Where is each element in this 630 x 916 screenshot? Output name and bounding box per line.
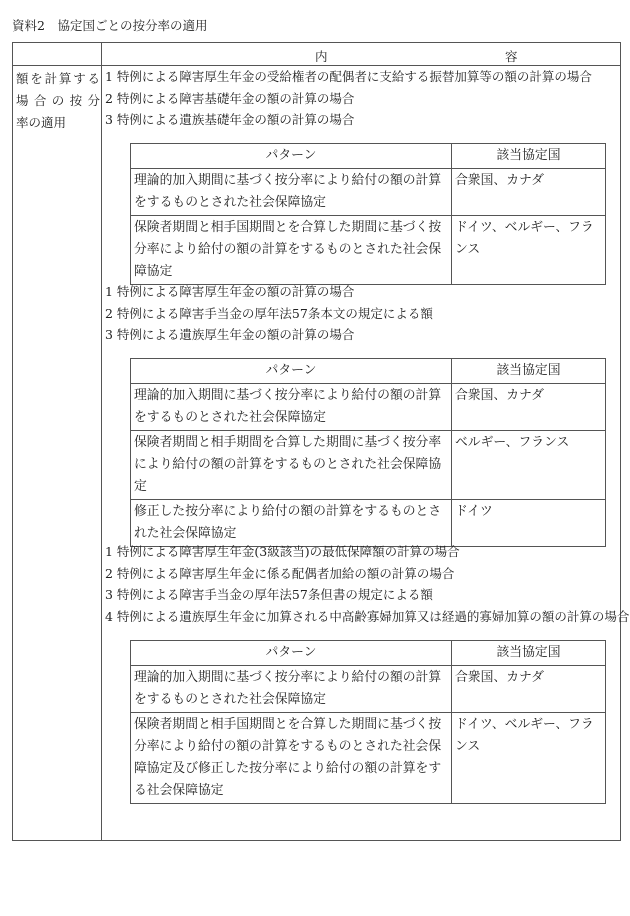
list-item: 1 特例による障害厚生年金(3級該当)の最低保障額の計算の場合: [105, 544, 460, 559]
countries-cell: 合衆国、カナダ: [452, 666, 606, 713]
countries-cell: 合衆国、カナダ: [452, 384, 606, 431]
section-1-list: [105, 66, 592, 131]
pattern-cell: 理論的加入期間に基づく按分率により給付の額の計算をするものとされた社会保障協定: [131, 169, 452, 216]
countries-cell: ドイツ、ベルギー、フランス: [452, 713, 606, 804]
header-pattern: パターン: [131, 359, 452, 384]
table-header-row: [13, 43, 620, 66]
pattern-cell: 修正した按分率により給付の額の計算をするものとされた社会保障協定: [131, 500, 452, 547]
header-countries: 該当協定国: [452, 641, 606, 666]
section-2-list: [105, 281, 433, 346]
table-row: [131, 216, 606, 285]
countries-cell: 合衆国、カナダ: [452, 169, 606, 216]
row-label-line: 場合の按分: [16, 93, 100, 108]
section-1-pattern-table: [130, 143, 606, 285]
table-row: [131, 169, 606, 216]
countries-cell: ベルギー、フランス: [452, 431, 606, 500]
list-item: 2 特例による障害厚生年金に係る配偶者加給の額の計算の場合: [105, 565, 455, 581]
header-countries: 該当協定国: [452, 359, 606, 384]
table-row: [131, 666, 606, 713]
list-item: 2 特例による障害基礎年金の額の計算の場合: [105, 90, 355, 106]
countries-cell: ドイツ、ベルギー、フランス: [452, 216, 606, 285]
table-row: [131, 713, 606, 804]
section-3-pattern-table: [130, 640, 606, 804]
list-item: 1 特例による障害厚生年金の額の計算の場合: [105, 284, 355, 299]
header-content-b: 容: [505, 49, 518, 64]
header-content-a: 内: [315, 49, 328, 64]
pattern-cell: 保険者期間と相手国期間とを合算した期間に基づく按分率により給付の額の計算をするものとされた社会保障協定及び修正した按分率により給付の額の計算をする社会保障協定: [131, 713, 452, 804]
list-item: 1 特例による障害厚生年金の受給権者の配偶者に支給する振替加算等の額の計算の場合: [105, 69, 592, 84]
row-label-line: 率の適用: [16, 115, 67, 130]
pattern-cell: 保険者期間と相手国期間とを合算した期間に基づく按分率により給付の額の計算をするものとされた社会保障協定: [131, 216, 452, 285]
row-label-line: 額を計算する: [16, 71, 100, 86]
document-title: 資料2 協定国ごとの按分率の適用: [12, 18, 208, 33]
column-divider: [101, 43, 102, 840]
list-item: 3 特例による障害手当金の厚年法57条但書の規定による額: [105, 587, 433, 602]
countries-cell: ドイツ: [452, 500, 606, 547]
table-row: [131, 500, 606, 547]
row-label: [16, 68, 100, 134]
allocation-table: [12, 42, 630, 841]
header-pattern: パターン: [131, 144, 452, 169]
header-countries: 該当協定国: [452, 144, 606, 169]
section-3-list: [105, 541, 629, 627]
list-item: 2 特例による障害手当金の厚年法57条本文の規定による額: [105, 305, 433, 321]
pattern-cell: 理論的加入期間に基づく按分率により給付の額の計算をするものとされた社会保障協定: [131, 666, 452, 713]
pattern-cell: 保険者期間と相手期間を合算した期間に基づく按分率により給付の額の計算をするものとされた社会保障協定: [131, 431, 452, 500]
header-pattern: パターン: [131, 641, 452, 666]
pattern-cell: 理論的加入期間に基づく按分率により給付の額の計算をするものとされた社会保障協定: [131, 384, 452, 431]
section-2-pattern-table: [130, 358, 606, 547]
table-row: [131, 431, 606, 500]
list-item: 4 特例による遺族厚生年金に加算される中高齢寡婦加算又は経過的寡婦加算の額の計算の場合: [105, 608, 630, 624]
list-item: 3 特例による遺族厚生年金の額の計算の場合: [105, 327, 355, 342]
table-row: [131, 384, 606, 431]
list-item: 3 特例による遺族基礎年金の額の計算の場合: [105, 112, 355, 127]
